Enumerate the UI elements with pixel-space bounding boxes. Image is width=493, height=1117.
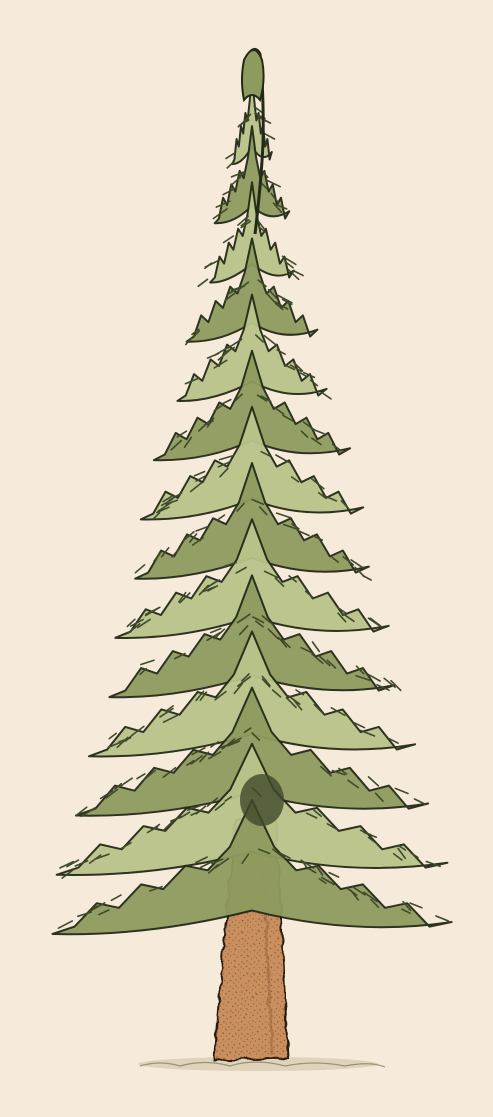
needle-stroke: [120, 778, 132, 786]
needle-stroke: [137, 774, 145, 779]
needle-stroke: [436, 916, 448, 921]
needle-stroke: [415, 799, 426, 804]
needle-stroke: [395, 788, 408, 793]
needle-stroke: [224, 236, 234, 243]
needle-stroke: [277, 513, 291, 518]
needle-stroke: [222, 400, 231, 404]
needle-stroke: [111, 895, 121, 900]
needle-stroke: [135, 565, 144, 573]
needle-stroke: [276, 455, 290, 463]
needle-stroke: [211, 629, 221, 633]
needle-stroke: [217, 515, 224, 520]
needle-stroke: [141, 660, 154, 664]
needle-stroke: [294, 271, 303, 276]
needle-stroke: [198, 279, 207, 286]
needle-stroke: [369, 777, 379, 786]
canopy-shadow: [240, 774, 284, 826]
needle-stroke: [265, 134, 275, 139]
needle-stroke: [322, 393, 331, 399]
needle-stroke: [313, 642, 320, 652]
needle-stroke: [208, 354, 219, 359]
tree-foliage: [52, 70, 451, 934]
needle-stroke: [329, 873, 338, 877]
needle-stroke: [363, 576, 371, 580]
needle-stroke: [205, 263, 212, 268]
needle-stroke: [195, 472, 205, 476]
needle-stroke: [109, 733, 116, 738]
